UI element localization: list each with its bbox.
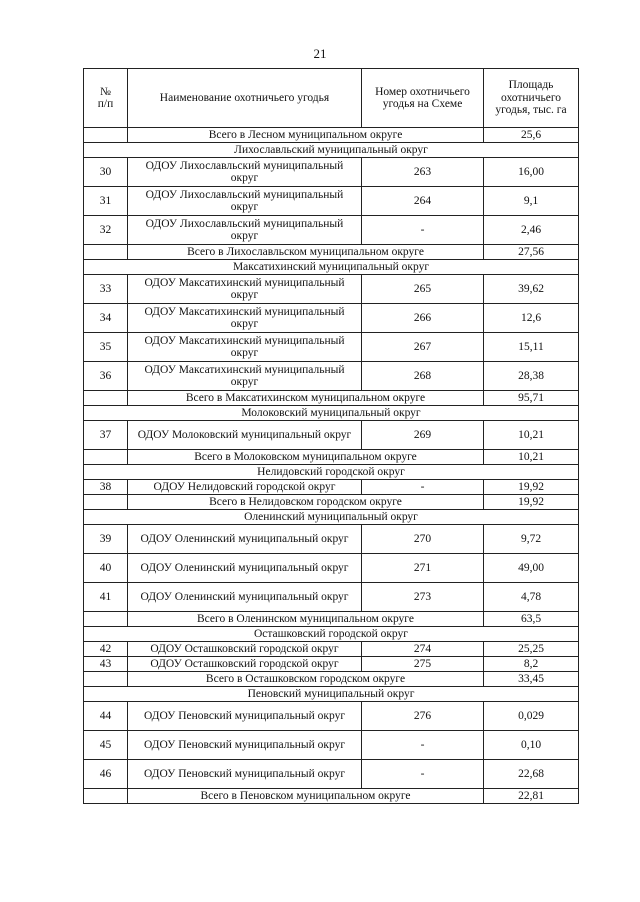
table-row: [84, 554, 579, 583]
header-no: № п/п: [84, 69, 128, 128]
table-row: [84, 657, 579, 672]
subtotal-area: 27,56: [484, 245, 579, 260]
ground-area: 9,1: [484, 187, 579, 216]
ground-area: 0,029: [484, 702, 579, 731]
subtotal-row: [84, 612, 579, 627]
ground-area: 10,21: [484, 421, 579, 450]
subtotal-row: [84, 245, 579, 260]
district-row: [84, 627, 579, 642]
header-area: Площадь охотничьего угодья, тыс. га: [484, 69, 579, 128]
schema-number: 273: [362, 583, 484, 612]
subtotal-row: [84, 789, 579, 804]
ground-area: 25,25: [484, 642, 579, 657]
page-number: 21: [313, 46, 327, 61]
ground-name: ОДОУ Пеновский муниципальный округ: [128, 702, 362, 731]
subtotal-row: [84, 450, 579, 465]
ground-area: 19,92: [484, 480, 579, 495]
table-row: [84, 187, 579, 216]
row-number: 36: [84, 362, 128, 391]
row-number: 44: [84, 702, 128, 731]
schema-number: 263: [362, 158, 484, 187]
subtotal-label: Всего в Молоковском муниципальном округе: [128, 450, 484, 465]
schema-number: -: [362, 480, 484, 495]
ground-name: ОДОУ Максатихинский муниципальный округ: [128, 275, 362, 304]
table-row: [84, 333, 579, 362]
row-number-cell: [84, 672, 128, 687]
ground-area: 9,72: [484, 525, 579, 554]
row-number: 32: [84, 216, 128, 245]
ground-name: ОДОУ Максатихинский муниципальный округ: [128, 362, 362, 391]
district-row: [84, 687, 579, 702]
subtotal-label: Всего в Лесном муниципальном округе: [128, 128, 484, 143]
district-row: [84, 465, 579, 480]
ground-name: ОДОУ Пеновский муниципальный округ: [128, 731, 362, 760]
subtotal-label: Всего в Пеновском муниципальном округе: [128, 789, 484, 804]
district-label: Молоковский муниципальный округ: [84, 406, 579, 421]
schema-number: 276: [362, 702, 484, 731]
row-number-cell: [84, 450, 128, 465]
schema-number: 268: [362, 362, 484, 391]
row-number: 45: [84, 731, 128, 760]
row-number-cell: [84, 391, 128, 406]
subtotal-area: 19,92: [484, 495, 579, 510]
table-row: [84, 158, 579, 187]
schema-number: 274: [362, 642, 484, 657]
district-row: [84, 406, 579, 421]
ground-name: ОДОУ Осташковский городской округ: [128, 642, 362, 657]
subtotal-area: 95,71: [484, 391, 579, 406]
ground-name: ОДОУ Оленинский муниципальный округ: [128, 525, 362, 554]
table-row: [84, 642, 579, 657]
subtotal-row: [84, 672, 579, 687]
schema-number: 269: [362, 421, 484, 450]
table-row: [84, 731, 579, 760]
row-number: 34: [84, 304, 128, 333]
subtotal-area: 33,45: [484, 672, 579, 687]
schema-number: 266: [362, 304, 484, 333]
ground-name: ОДОУ Пеновский муниципальный округ: [128, 760, 362, 789]
district-label: Осташковский городской округ: [84, 627, 579, 642]
ground-name: ОДОУ Осташковский городской округ: [128, 657, 362, 672]
table-row: [84, 362, 579, 391]
ground-name: ОДОУ Оленинский муниципальный округ: [128, 554, 362, 583]
schema-number: 267: [362, 333, 484, 362]
ground-area: 0,10: [484, 731, 579, 760]
ground-area: 12,6: [484, 304, 579, 333]
table-row: [84, 480, 579, 495]
hunting-grounds-table: [83, 68, 579, 804]
subtotal-row: [84, 495, 579, 510]
row-number-cell: [84, 612, 128, 627]
row-number: 40: [84, 554, 128, 583]
table-row: [84, 216, 579, 245]
subtotal-label: Всего в Оленинском муниципальном округе: [128, 612, 484, 627]
ground-name: ОДОУ Молоковский муниципальный округ: [128, 421, 362, 450]
district-label: Максатихинский муниципальный округ: [84, 260, 579, 275]
table-row: [84, 275, 579, 304]
subtotal-area: 22,81: [484, 789, 579, 804]
ground-name: ОДОУ Максатихинский муниципальный округ: [128, 304, 362, 333]
row-number-cell: [84, 245, 128, 260]
ground-name: ОДОУ Максатихинский муниципальный округ: [128, 333, 362, 362]
table-row: [84, 760, 579, 789]
subtotal-area: 10,21: [484, 450, 579, 465]
ground-area: 22,68: [484, 760, 579, 789]
ground-area: 39,62: [484, 275, 579, 304]
schema-number: 264: [362, 187, 484, 216]
header-schema: Номер охотничьего угодья на Схеме: [362, 69, 484, 128]
schema-number: 270: [362, 525, 484, 554]
row-number: 46: [84, 760, 128, 789]
row-number-cell: [84, 789, 128, 804]
ground-name: ОДОУ Лихославльский муниципальный округ: [128, 216, 362, 245]
ground-name: ОДОУ Оленинский муниципальный округ: [128, 583, 362, 612]
row-number: 41: [84, 583, 128, 612]
row-number: 39: [84, 525, 128, 554]
ground-name: ОДОУ Лихославльский муниципальный округ: [128, 158, 362, 187]
ground-area: 2,46: [484, 216, 579, 245]
district-row: [84, 143, 579, 158]
schema-number: 275: [362, 657, 484, 672]
header-name: Наименование охотничьего угодья: [128, 69, 362, 128]
ground-area: 28,38: [484, 362, 579, 391]
schema-number: -: [362, 760, 484, 789]
ground-area: 8,2: [484, 657, 579, 672]
subtotal-area: 25,6: [484, 128, 579, 143]
district-label: Оленинский муниципальный округ: [84, 510, 579, 525]
row-number: 37: [84, 421, 128, 450]
row-number: 33: [84, 275, 128, 304]
table-row: [84, 525, 579, 554]
row-number: 35: [84, 333, 128, 362]
subtotal-label: Всего в Нелидовском городском округе: [128, 495, 484, 510]
table-row: [84, 583, 579, 612]
district-row: [84, 510, 579, 525]
subtotal-label: Всего в Лихославльском муниципальном округе: [128, 245, 484, 260]
ground-area: 49,00: [484, 554, 579, 583]
district-row: [84, 260, 579, 275]
schema-number: -: [362, 216, 484, 245]
district-label: Нелидовский городской округ: [84, 465, 579, 480]
table-body: [84, 128, 579, 804]
table-row: [84, 702, 579, 731]
row-number: 42: [84, 642, 128, 657]
table-header-row: [84, 69, 579, 128]
schema-number: 271: [362, 554, 484, 583]
row-number: 38: [84, 480, 128, 495]
row-number-cell: [84, 495, 128, 510]
district-label: Лихославльский муниципальный округ: [84, 143, 579, 158]
subtotal-label: Всего в Осташковском городском округе: [128, 672, 484, 687]
row-number: 43: [84, 657, 128, 672]
row-number: 31: [84, 187, 128, 216]
subtotal-row: [84, 391, 579, 406]
district-label: Пеновский муниципальный округ: [84, 687, 579, 702]
ground-area: 15,11: [484, 333, 579, 362]
row-number-cell: [84, 128, 128, 143]
ground-name: ОДОУ Нелидовский городской округ: [128, 480, 362, 495]
subtotal-area: 63,5: [484, 612, 579, 627]
schema-number: -: [362, 731, 484, 760]
subtotal-row: [84, 128, 579, 143]
table-row: [84, 304, 579, 333]
schema-number: 265: [362, 275, 484, 304]
ground-area: 16,00: [484, 158, 579, 187]
row-number: 30: [84, 158, 128, 187]
ground-name: ОДОУ Лихославльский муниципальный округ: [128, 187, 362, 216]
table-row: [84, 421, 579, 450]
subtotal-label: Всего в Максатихинском муниципальном округе: [128, 391, 484, 406]
ground-area: 4,78: [484, 583, 579, 612]
